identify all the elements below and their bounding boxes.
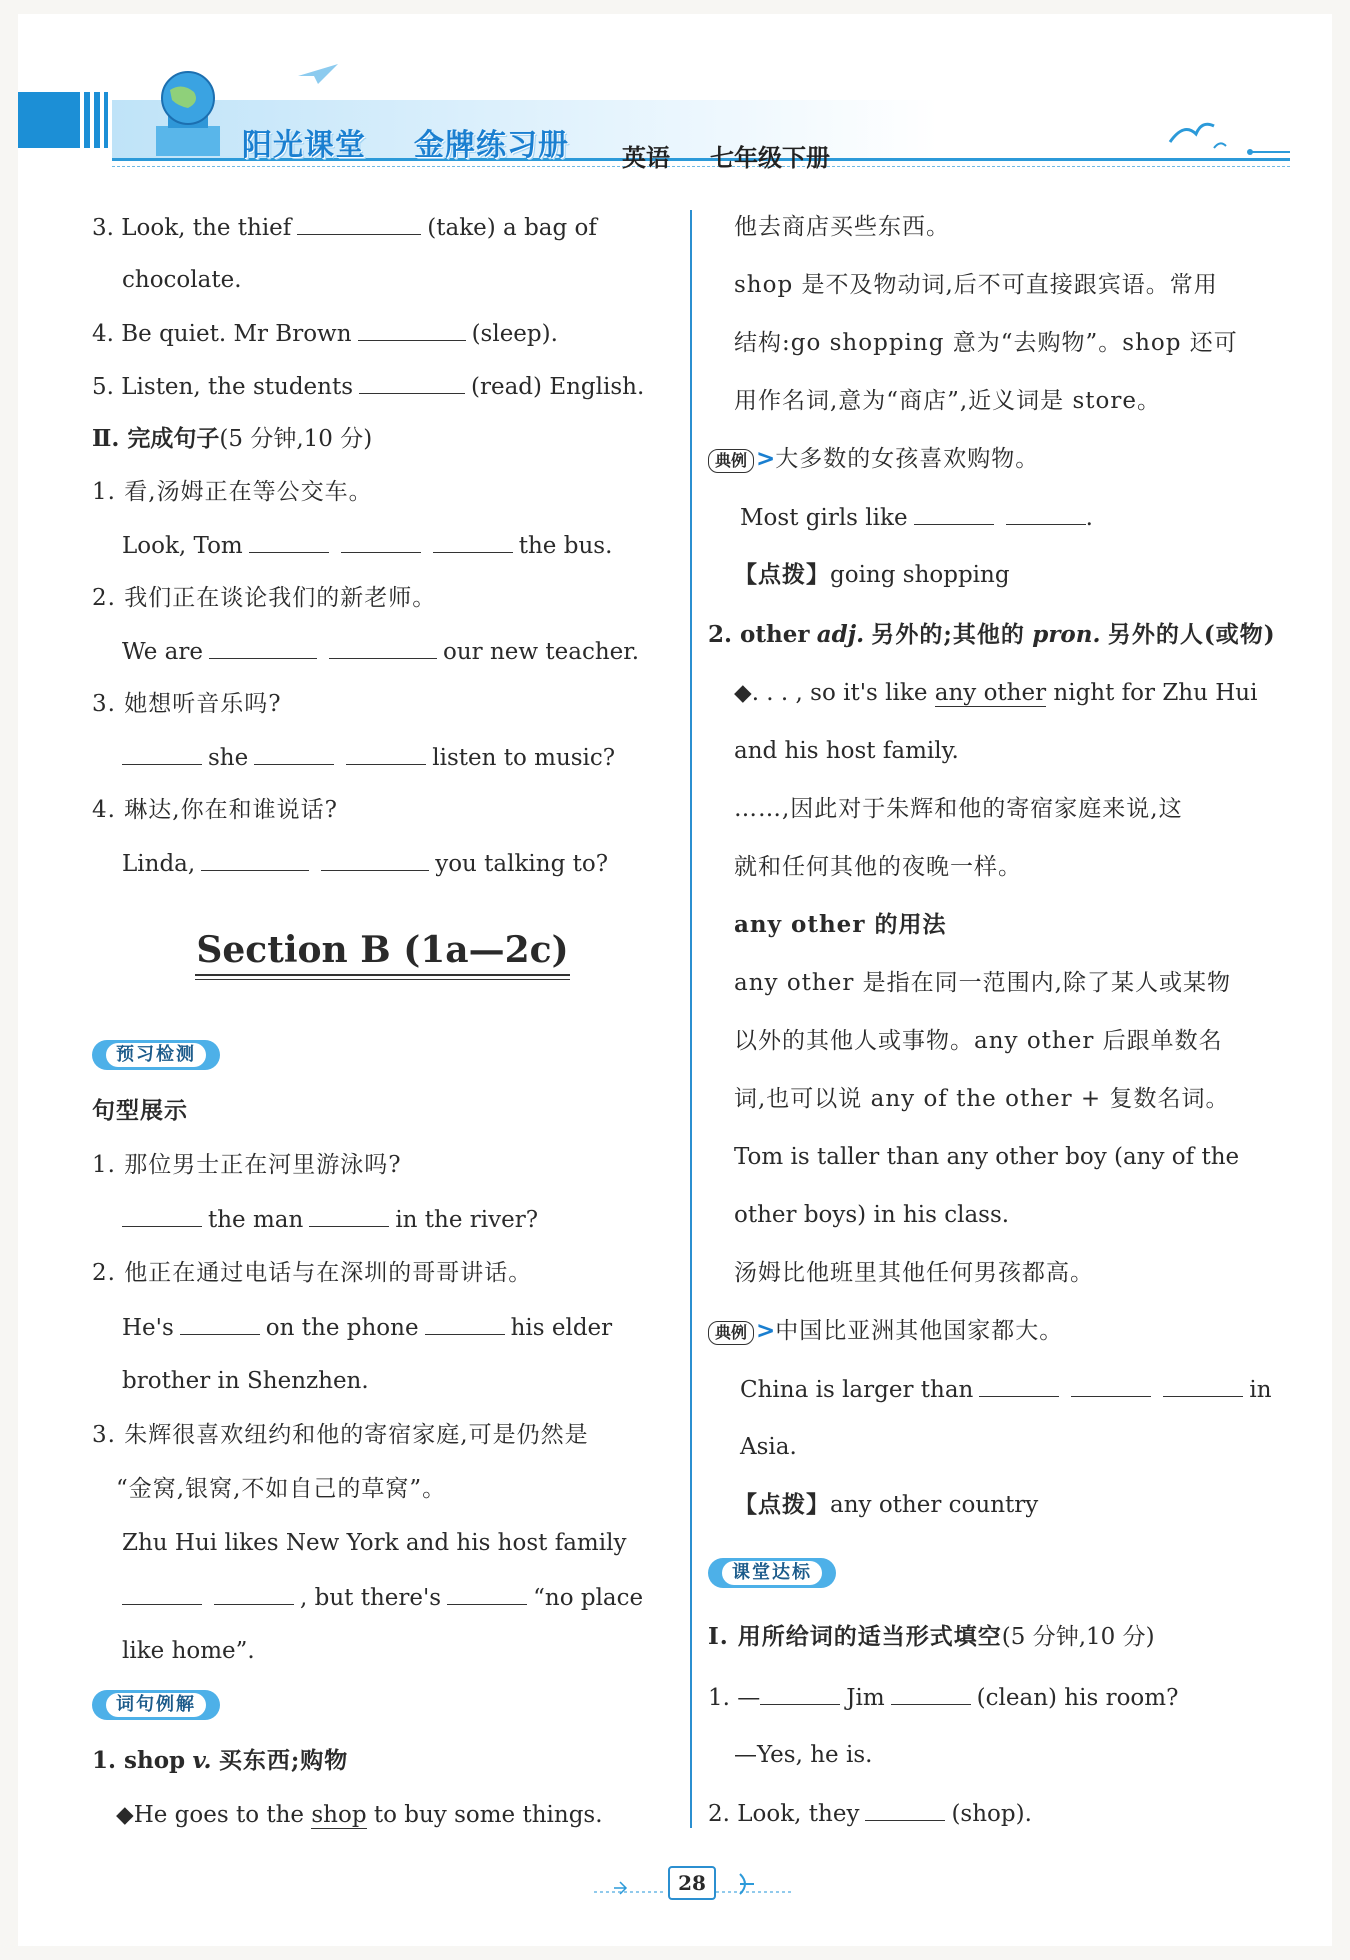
q3-text: 3. Look, the thief [92, 215, 292, 241]
q4-hint: (sleep). [471, 321, 558, 347]
u2: 以外的其他人或事物。any other 后跟单数名 [734, 1028, 1223, 1054]
c2-end: (shop). [951, 1801, 1032, 1827]
shop-ex-end: to buy some things. [373, 1802, 603, 1828]
s3-cn: 3. 她想听音乐吗? [92, 691, 282, 717]
s3-en-text: she [208, 745, 249, 771]
p1-en-text: the man [208, 1207, 304, 1233]
tip2-text: any other country [830, 1492, 1039, 1518]
ex2-en-text: China is larger than [740, 1377, 974, 1403]
s1-cn: 1. 看,汤姆正在等公交车。 [92, 479, 373, 505]
header-rule-dashed [112, 166, 1290, 167]
o1-end: night for Zhu Hui [1053, 680, 1258, 706]
shop-example [116, 1800, 603, 1830]
other-pos-adj: adj. [816, 621, 865, 648]
p3-blank-3[interactable] [447, 1582, 527, 1605]
p2-en-mid: on the phone [265, 1315, 419, 1341]
p2-blank-2[interactable] [425, 1312, 505, 1335]
section-title: Section B (1a—2c) [196, 929, 569, 971]
part1-title: Ⅰ. 用所给词的适当形式填空 [708, 1623, 1002, 1650]
p3-en-end: “no place [533, 1585, 644, 1611]
r4: 用作名词,意为“商店”,近义词是 store。 [734, 388, 1161, 414]
paper-plane-icon [296, 62, 340, 88]
p1-cn: 1. 那位男士正在河里游泳吗? [92, 1152, 402, 1178]
example1-en: Most girls like . [740, 502, 1093, 533]
s3-blank-1[interactable] [122, 742, 202, 765]
example2-cn [708, 1316, 1063, 1346]
part1-meta: (5 分钟,10 分) [1001, 1624, 1155, 1650]
pill-class-label: 课堂达标 [722, 1561, 822, 1585]
p1-blank-1[interactable] [122, 1204, 202, 1227]
p3-cn-line1: 3. 朱辉很喜欢纽约和他的寄宿家庭,可是仍然是 [92, 1422, 589, 1448]
s4-en [122, 848, 608, 879]
q3-hint: (take) a bag of [427, 215, 597, 241]
s2-en-text: We are [122, 639, 204, 665]
part2-title: Ⅱ. 完成句子 [92, 425, 220, 452]
s2-blank-2[interactable] [329, 636, 437, 659]
q3-blank[interactable] [297, 212, 421, 235]
q5-text: 5. Listen, the students [92, 374, 354, 400]
s1-blank-3[interactable] [433, 530, 513, 553]
pill-preview [92, 1040, 220, 1070]
o4: 就和任何其他的夜晚一样。 [734, 854, 1022, 880]
pill-class [708, 1558, 836, 1588]
section-rule-thin [195, 979, 570, 980]
other-word: 2. other [708, 621, 810, 648]
p2-en-line1 [122, 1312, 612, 1343]
other-heading [708, 620, 1276, 650]
u3: 词,也可以说 any of the other + 复数名词。 [734, 1086, 1230, 1112]
q4-line [92, 318, 558, 349]
r2: shop 是不及物动词,后不可直接跟宾语。常用 [734, 272, 1218, 298]
p3-en-line3: like home”. [122, 1638, 255, 1664]
grade-label: 七年级下册 [710, 144, 830, 172]
globe-icon [148, 68, 228, 160]
c1-name: Jim [846, 1685, 885, 1711]
s2-blank-1[interactable] [209, 636, 317, 659]
ex1-blank-2[interactable] [1006, 502, 1086, 525]
ex1-blank-1[interactable] [914, 502, 994, 525]
pill-vocab [92, 1690, 220, 1720]
shop-word: 1. shop [92, 1747, 186, 1774]
shop-pos: v. [192, 1747, 212, 1774]
example-tag: 典例 [708, 449, 754, 473]
s3-en-end: listen to music? [432, 745, 616, 771]
part2-meta: (5 分钟,10 分) [219, 426, 373, 452]
ex1-en-text: Most girls like [740, 505, 908, 531]
p3-blank-1[interactable] [122, 1582, 202, 1605]
ex2-blank-3[interactable] [1163, 1374, 1243, 1397]
r3: 结构:go shopping 意为“去购物”。shop 还可 [734, 330, 1238, 356]
s2-en-end: our new teacher. [443, 639, 640, 665]
s1-blank-2[interactable] [341, 530, 421, 553]
column-divider [690, 210, 692, 1828]
c1-blank-2[interactable] [891, 1682, 971, 1705]
q3-line1 [92, 212, 597, 243]
series-title-1: 阳光课堂 [242, 128, 366, 163]
p3-en-line2 [116, 1582, 643, 1613]
s3-blank-3[interactable] [346, 742, 426, 765]
other-meaning-adj: 另外的;其他的 [871, 621, 1025, 648]
birds-icon [1166, 112, 1296, 162]
s2-cn: 2. 我们正在谈论我们的新老师。 [92, 585, 437, 611]
c1-line2: —Yes, he is. [734, 1742, 873, 1768]
example2-en-2: Asia. [740, 1434, 797, 1460]
header-left-bars [18, 92, 108, 152]
part1-heading [708, 1622, 1155, 1652]
example1-cn [708, 444, 1039, 474]
p3-blank-2[interactable] [214, 1582, 294, 1605]
p2-blank-1[interactable] [180, 1312, 260, 1335]
u5: other boys) in his class. [734, 1202, 1010, 1228]
subject-label: 英语 [622, 144, 670, 172]
s1-en-end: the bus. [518, 533, 613, 559]
usage-heading: any other 的用法 [734, 911, 947, 938]
o1-text: ◆. . . , so it's like [734, 680, 928, 706]
s4-en-end: you talking to? [435, 851, 609, 877]
s1-blank-1[interactable] [249, 530, 329, 553]
pattern-heading: 句型展示 [92, 1097, 188, 1124]
p1-blank-2[interactable] [309, 1204, 389, 1227]
s1-en [122, 530, 612, 561]
ex2-en-end: in [1249, 1377, 1272, 1403]
r1: 他去商店买些东西。 [734, 214, 950, 240]
s2-en [122, 636, 639, 667]
s3-en [116, 742, 615, 773]
q5-hint: (read) English. [471, 374, 645, 400]
pill-preview-label: 预习检测 [106, 1043, 206, 1067]
s1-en-text: Look, Tom [122, 533, 243, 559]
u1: any other 是指在同一范围内,除了某人或某物 [734, 970, 1231, 996]
p2-en-line2: brother in Shenzhen. [122, 1368, 369, 1394]
other-example-1 [734, 678, 1257, 708]
s4-blank-2[interactable] [321, 848, 429, 871]
tip1-label: 【点拨】 [734, 561, 830, 588]
q4-blank[interactable] [358, 318, 466, 341]
pill-vocab-label: 词句例解 [106, 1693, 206, 1717]
example-tag-2: 典例 [708, 1321, 754, 1345]
c2-line [708, 1798, 1032, 1829]
q3-line2: chocolate. [122, 267, 242, 293]
shop-ex-word: shop [311, 1802, 367, 1828]
c1-text: 1. — [708, 1685, 761, 1711]
u6: 汤姆比他班里其他任何男孩都高。 [734, 1260, 1094, 1286]
other-pos-pron: pron. [1032, 621, 1101, 648]
p1-en [116, 1204, 538, 1235]
c1-blank-1[interactable] [760, 1682, 840, 1705]
series-title-2: 金牌练习册 [414, 128, 569, 163]
c2-text: 2. Look, they [708, 1801, 860, 1827]
shop-ex-text: ◆He goes to the [116, 1802, 305, 1828]
example2-en [740, 1374, 1272, 1405]
section-rule [195, 974, 570, 976]
page-number: 28 [668, 1866, 716, 1900]
part2-heading [92, 424, 372, 454]
tip1 [734, 560, 1010, 590]
p2-en-text: He's [122, 1315, 174, 1341]
tip2-label: 【点拨】 [734, 1491, 830, 1518]
c2-blank[interactable] [865, 1798, 945, 1821]
c1-end: (clean) his room? [976, 1685, 1179, 1711]
tip1-text: going shopping [830, 562, 1010, 588]
p1-en-end: in the river? [395, 1207, 539, 1233]
p2-cn: 2. 他正在通过电话与在深圳的哥哥讲话。 [92, 1260, 533, 1286]
arrow-icon-2: > [756, 1318, 776, 1344]
p2-en-end: his elder [510, 1315, 613, 1341]
p3-cn-line2: “金窝,银窝,不如自己的草窝”。 [116, 1476, 447, 1502]
o2: and his host family. [734, 738, 959, 764]
other-meaning-pron: 另外的人(或物) [1107, 621, 1276, 648]
u4: Tom is taller than any other boy (any of the [734, 1144, 1240, 1170]
s4-blank-1[interactable] [201, 848, 309, 871]
ex1-cn-text: 大多数的女孩喜欢购物。 [775, 446, 1040, 472]
ex2-cn-text: 中国比亚洲其他国家都大。 [775, 1318, 1064, 1344]
q4-text: 4. Be quiet. Mr Brown [92, 321, 352, 347]
shop-meaning: 买东西;购物 [218, 1747, 349, 1774]
ex2-blank-2[interactable] [1071, 1374, 1151, 1397]
arrow-icon: > [756, 446, 776, 472]
c1-line1 [708, 1682, 1178, 1713]
p3-en-line1: Zhu Hui likes New York and his host family [122, 1530, 627, 1556]
s4-en-text: Linda, [122, 851, 196, 877]
s3-blank-2[interactable] [254, 742, 334, 765]
o3: ……,因此对于朱辉和他的寄宿家庭来说,这 [734, 796, 1183, 822]
p3-en-mid: , but there's [300, 1585, 442, 1611]
s4-cn: 4. 琳达,你在和谁说话? [92, 797, 338, 823]
q5-line [92, 371, 644, 402]
shop-heading [92, 1746, 348, 1776]
tip2 [734, 1490, 1038, 1520]
ex2-blank-1[interactable] [979, 1374, 1059, 1397]
q5-blank[interactable] [359, 371, 465, 394]
o1-underline: any other [934, 680, 1047, 706]
